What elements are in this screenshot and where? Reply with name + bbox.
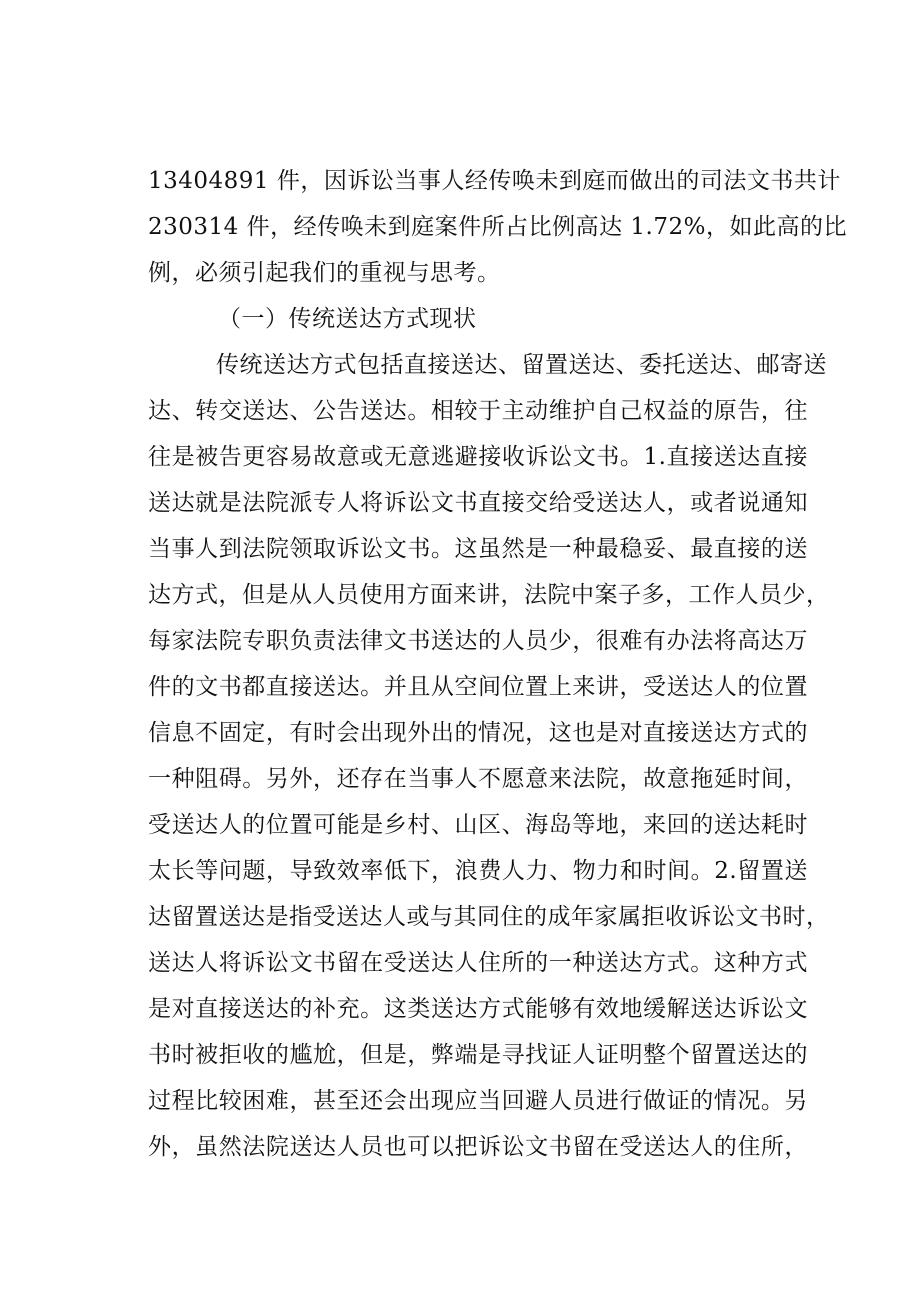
text-line: 书时被拒收的尴尬，但是，弊端是寻找证人证明整个留置送达的 xyxy=(148,1042,808,1068)
document-body xyxy=(148,158,847,1170)
text-line: 受送达人的位置可能是乡村、山区、海岛等地，来回的送达耗时 xyxy=(148,812,808,838)
text-line: 230314 件，经传唤未到庭案件所占比例高达 1.72%，如此高的比 xyxy=(148,214,847,240)
text-line: 一种阻碍。另外，还存在当事人不愿意来法院，故意拖延时间， xyxy=(148,766,808,792)
text-line: 13404891 件，因诉讼当事人经传唤未到庭而做出的司法文书共计 xyxy=(148,168,841,194)
text-line: 信息不固定，有时会出现外出的情况，这也是对直接送达方式的 xyxy=(148,720,808,746)
text-line: 达留置送达是指受送达人或与其同住的成年家属拒收诉讼文书时， xyxy=(148,904,830,930)
text-line: 外，虽然法院送达人员也可以把诉讼文书留在受送达人的住所， xyxy=(148,1134,808,1160)
text-line: 例，必须引起我们的重视与思考。 xyxy=(148,260,501,286)
text-line: 每家法院专职负责法律文书送达的人员少，很难有办法将高达万 xyxy=(148,628,808,654)
text-line: 件的文书都直接送达。并且从空间位置上来讲，受送达人的位置 xyxy=(148,674,808,700)
section-heading: （一）传统送达方式现状 xyxy=(218,306,477,332)
text-line: 往是被告更容易故意或无意逃避接收诉讼文书。1.直接送达直接 xyxy=(148,444,808,470)
paragraph-first-line: 传统送达方式包括直接送达、留置送达、委托送达、邮寄送 xyxy=(216,352,827,378)
text-line: 太长等问题，导致效率低下，浪费人力、物力和时间。2.留置送 xyxy=(148,858,808,884)
text-line: 当事人到法院领取诉讼文书。这虽然是一种最稳妥、最直接的送 xyxy=(148,536,808,562)
text-line: 送达就是法院派专人将诉讼文书直接交给受送达人，或者说通知 xyxy=(148,490,808,516)
text-line: 是对直接送达的补充。这类送达方式能够有效地缓解送达诉讼文 xyxy=(148,996,808,1022)
text-line: 过程比较困难，甚至还会出现应当回避人员进行做证的情况。另 xyxy=(148,1088,808,1114)
text-line: 达、转交送达、公告送达。相较于主动维护自己权益的原告，往 xyxy=(148,398,808,424)
text-line: 达方式，但是从人员使用方面来讲，法院中案子多，工作人员少， xyxy=(148,582,830,608)
text-line: 送达人将诉讼文书留在受送达人住所的一种送达方式。这种方式 xyxy=(148,950,808,976)
